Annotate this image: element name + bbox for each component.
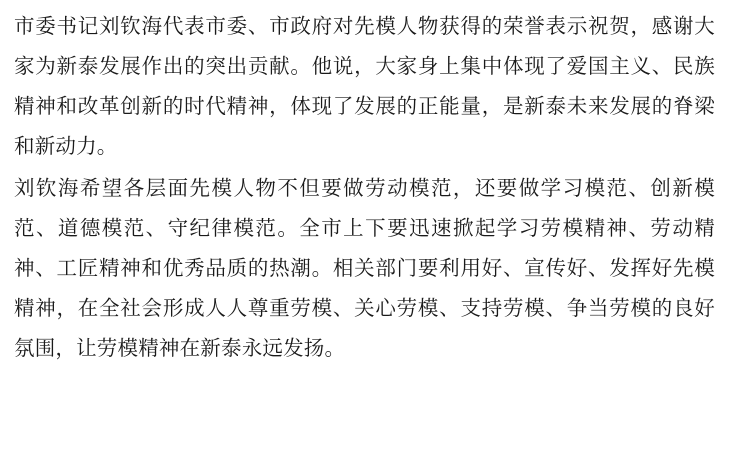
paragraph: 市委书记刘钦海代表市委、市政府对先模人物获得的荣誉表示祝贺，感谢大家为新泰发展作出的突出贡献。他说，大家身上集中体现了爱国主义、民族精神和改革创新的时代精神，体现了发展的正能量，是新泰未来发展的脊梁和新动力。 <box>14 14 715 158</box>
article-body <box>14 6 715 368</box>
paragraph: 刘钦海希望各层面先模人物不但要做劳动模范，还要做学习模范、创新模范、道德模范、守纪律模范。全市上下要迅速掀起学习劳模精神、劳动精神、工匠精神和优秀品质的热潮。相关部门要利用好、宣传好、发挥好先模精神，在全社会形成人人尊重劳模、关心劳模、支持劳模、争当劳模的良好氛围，让劳模精神在新泰永远发扬。 <box>14 176 715 360</box>
